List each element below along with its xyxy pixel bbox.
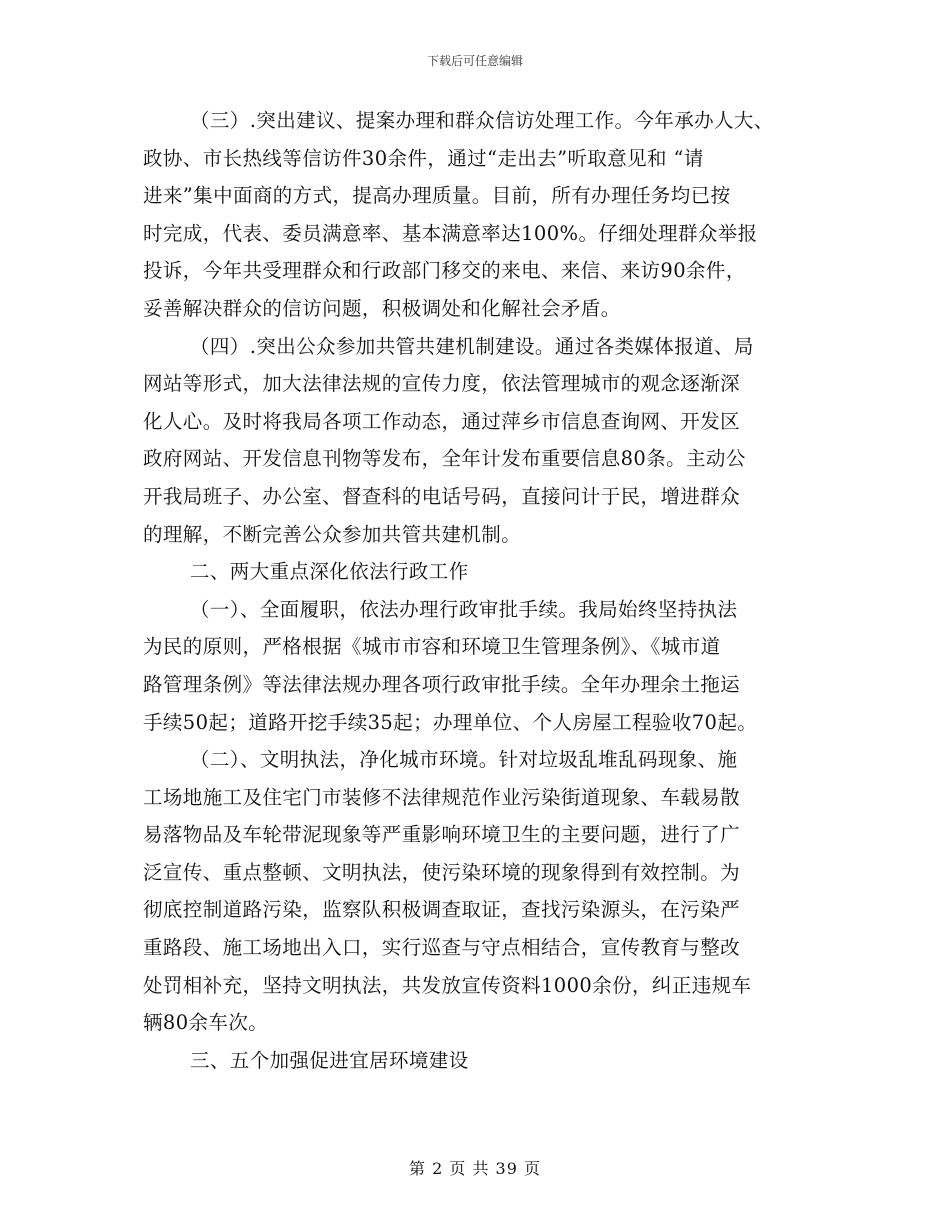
paragraph-line: 处罚相补充，坚持文明执法，共发放宣传资料1000余份，纠正违规车: [143, 973, 752, 997]
paragraph-line: 易落物品及车轮带泥现象等严重影响环境卫生的主要问题，进行了广: [143, 823, 741, 847]
paragraph-line: 彻底控制道路污染，监察队积极调查取证，查找污染源头，在污染严: [143, 898, 741, 922]
section-heading: 三、五个加强促进宜居环境建设: [190, 1048, 469, 1072]
page-header: 下载后可任意编辑: [426, 54, 523, 68]
paragraph-line: 投诉，今年共受理群众和行政部门移交的来电、来信、来访90余件，: [143, 259, 746, 283]
paragraph-line: （一）、全面履职，依法办理行政审批手续。我局始终坚持执法: [190, 597, 738, 621]
section-heading: 二、两大重点深化依法行政工作: [190, 560, 469, 584]
paragraph-line: 辆80余车次。: [143, 1011, 269, 1035]
paragraph-line: 政府网站、开发信息刊物等发布，全年计发布重要信息80条。主动公: [143, 447, 746, 471]
paragraph-line: （四）.突出公众参加共管共建机制建设。通过各类媒体报道、局: [190, 334, 754, 358]
paragraph-line: 工场地施工及住宅门市装修不法律规范作业污染街道现象、车载易散: [143, 785, 741, 809]
paragraph-line: 网站等形式，加大法律法规的宣传力度，依法管理城市的观念逐渐深: [143, 372, 741, 396]
paragraph-line: 手续50起；道路开挖手续35起；办理单位、个人房屋工程验收70起。: [143, 710, 758, 734]
paragraph-line: 开我局班子、办公室、督查科的电话号码，直接问计于民，增进群众: [143, 484, 741, 508]
body-text: [143, 102, 828, 1079]
paragraph-line: 化人心。及时将我局各项工作动态，通过萍乡市信息查询网、开发区: [143, 409, 741, 433]
paragraph-line: 泛宣传、重点整顿、文明执法，使污染环境的现象得到有效控制。为: [143, 860, 741, 884]
paragraph-line: 为民的原则，严格根据《城市市容和环境卫生管理条例》、《城市道: [143, 635, 721, 659]
paragraph-line: 路管理条例》等法律法规办理各项行政审批手续。全年办理余土拖运: [143, 672, 741, 696]
page-number: 第 2 页 共 39 页: [409, 1159, 541, 1178]
paragraph-line: 时完成，代表、委员满意率、基本满意率达100%。仔细处理群众举报: [143, 221, 758, 245]
paragraph-line: 重路段、施工场地出入口，实行巡查与守点相结合，宣传教育与整改: [143, 936, 741, 960]
paragraph-line: 妥善解决群众的信访问题，积极调处和化解社会矛盾。: [143, 296, 621, 320]
paragraph-line: （二）、文明执法，净化城市环境。针对垃圾乱堆乱码现象、施: [190, 748, 738, 772]
paragraph-line: 进来”集中面商的方式，提高办理质量。目前，所有办理任务均已按: [143, 184, 731, 208]
paragraph-line: 的理解，不断完善公众参加共管共建机制。: [143, 522, 522, 546]
paragraph-line: （三）.突出建议、提案办理和群众信访处理工作。今年承办人大、: [190, 109, 774, 132]
paragraph-line: 政协、市长热线等信访件30余件，通过“走出去”听取意见和 “请: [143, 146, 704, 170]
